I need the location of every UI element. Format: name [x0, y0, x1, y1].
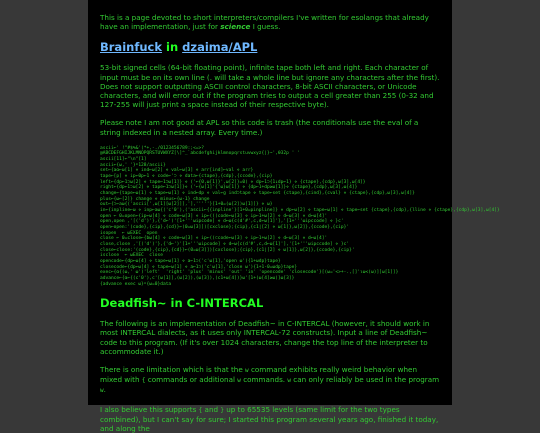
limitation-text: command exhibits really weird behavior when mixed with	[100, 365, 417, 385]
inline-code: w	[237, 377, 241, 385]
intro-emphasis: science	[220, 22, 251, 32]
apl-code-block: ascii←' !"#$%&'(*+,-./0123456789:;<=>? @ABCDEFGHIJKLMNOPQRSTUVWXYZ[\]^_`abcdefghijklmnopqrstuvwxyz{|}~',⍬32p ' ' ascii[11]←"\n"[1] ascii←{⍵,' '}⍣128/ascii} set←{a⍺←⍵[1] ⋄ ind←⍵[2] ⋄ val←⍵[3] ⋄ arr[ind]←val ⋄ arr} tape←[p] ⋄ ip←0p←1 ⋄ code←'⊃ ⋄ data←{ctape},{cdp},{ccode},{cip} left←{dp←1⊃⍵[2] ⋄ tape←1⊃⍵[1]} ⋄ ('←{0,⍵[1]}',⍵[2]}=0) ⋄ dp←1⊃{1↓dp←1} ⋄ {ctape},{cdp},⍵[3],⍵[4]} right←{dp←1⊃⍵[2] ⋄ tape←1⊃⍵[1]}⋄ ('←{⍵[1]'{'⍵}⍵[1]} ⋄ {dp←1+dp≥⍵[1]}⋄ {ctape},{cdp},⍵[3],⍵[4]} change←{tape←⍵[1] ⋄ tape←⍵[1] ⋄ ind←dp ⋄ val←g ind⊃tape ⋄ tape←set {ctape},{cind},{cval} ⋄ {ctape},{cdp},⍵[3],⍵[4]} plus←{⍵←[2]} change ⋄ minus←{⍵-1} change out←{⊃←a⍵{('ascii[',⍵[1][⍵[2]]],'],'''''}[1+0=(⍵[2])⍵[1]]} ⋄ ⍵} in←{inpline←⍵ ⋄ inp←a⍵{('c'0'),('ascii←{{inpline'}[1+0=pinpline]} ⋄ dp←⍵[2] ⋄ tape←⍵[1] ⋄ tape←set {ctape},{cdp},{lline ⋄ {ctape},{cdp},⍵[3],⍵[4]} open ← 0=open←{ip←⍵[4] ⋄ code←⍵[3] ⋄ ip←(((code←⍵[3] ⋄ ip←1+⍵[2] ⋄ d←⍵[3] ⋄ d←⍵[4]' open,open ,'[('d')'},{'d←')'[1+'''⍵ipcode] ⋄ d←⍵{c(d'#',c,d←⍵[1]'],'[1+'''⍵ipccode] ⋄ }c' open←open:'(code},{cip},{cd}}←(0=⍵[3]])[cxclose};{cip},{c1|[2] ⋄ ⍵[1]},⍵[2]},{ccode},{cip}' isopen ← ⍵EXEC open close ← 0=close←{b⍵[4] ⋄ code←⍵[3] ⋄ ip←((⊂code←⍵[3] ⋄ ip←1+⍵[2] ⋄ d←⍵[3] ⋄ d←⍵[4]' close,close ,'[('d')'},{'d←')'[1+'''⍵ipcode] ⋄ d←⍵{c(d'#',c,d←⍵[1]'],'[1+'''⍵ipccode] ⋄ }c' close←close:'(code},{cip},{cd}}←(0=⍵[3]])[cxclose};{cip},{c1|[2] ⋄ ⍵[1]},⍵[2]},{ccode},{cip}' isclose ← ⍵EXEC close opencode←{dp←⍵[4] ⋄ tape←⍵[1] ⋄ a←1⊃('c'⍵[1],'open ⍵'){1+⍵dp}tape} closecode←{dp←⍵[4] ⋄ tape←⍵[1] ⋄ a←1⊃('c'⍵[1],'close ⍵'){1+1-0=⍵dp}tape} exec←{⍺{(⍵,' ⍵')'left' 'right' 'plus' 'minus' 'out' 'in' 'opencode' 'closecode'}[(⍵='<>+-.,[]'⍳⍵<(⍵)]]⍵[1]]} advance←{⍺←{(c'0'),c'[⍵[1]],(⍵[2]),(⍵[3]),(c1+⍵[4])}⍵'[1+(⍵[4]≥⍵)]⍵[3]} {advance exec ⍵}⍣{⍵=0}data	[100, 145, 500, 287]
deadfish-limitation	[100, 365, 440, 396]
section-heading-deadfish: Deadfish~ in C-INTERCAL	[100, 296, 264, 311]
deadfish-description: The following is an implementation of Deadfish~ in C-INTERCAL (however, it should work in most INTERCAL dialects, as it uses only INTERCAL-72 constructs). Input a line of Deadfish~ code to this program. (If it's over 1024 characters, change the top line of the interpreter to accommodate it.)	[100, 319, 430, 356]
brainfuck-description: 53-bit signed cells (64-bit floating point), infinite tape both left and right. Each character of input must be on its own line (. will take a whole line but ignore any characters after the first). Does not support outputting ASCII control characters, 8-bit ASCII characters, or Unicode characters, and will error out if the program tries to output a cell greater than 255 (0-32 and 127-255 will just print a space instead of their respective byte).	[100, 63, 440, 110]
inline-code: }	[220, 406, 224, 414]
deadfish-support-note	[100, 405, 440, 433]
limitation-text: can only reliably be used in the program	[291, 375, 440, 385]
limitation-text: .	[103, 385, 106, 395]
inline-code: {	[198, 406, 203, 414]
limitation-text: There is one limitation which is that the	[100, 365, 246, 375]
inline-code: {	[141, 377, 146, 385]
intro-paragraph	[100, 13, 440, 31]
dzaima-apl-link[interactable]: dzaima/APL	[182, 40, 258, 55]
section-heading-brainfuck	[100, 40, 440, 54]
inline-code: w	[245, 367, 249, 375]
inline-code: w	[100, 387, 104, 395]
heading-connector: in	[166, 40, 179, 55]
support-text: and	[202, 404, 221, 414]
brainfuck-note: Please note I am not good at APL so this code is trash (the conditionals use the eval of a string indexed in a nested array. Every time.)	[100, 118, 419, 137]
intro-text-end: I guess.	[250, 22, 281, 32]
inline-code: w	[287, 377, 292, 385]
brainfuck-link[interactable]: Brainfuck	[100, 40, 162, 55]
support-text: I also believe this supports	[100, 404, 199, 414]
limitation-text: commands.	[240, 375, 288, 385]
intro-text: This is a page devoted to short interpreters/compilers I've written for esolangs that already have an implementation, just for	[100, 13, 429, 32]
limitation-text: commands or additional	[145, 375, 238, 385]
content-panel	[88, 0, 500, 433]
support-text: up to 65535 levels (same limit for the two types combined), but I can't say for sure; I started this program several years ago, finished it today, and along the	[100, 404, 439, 433]
